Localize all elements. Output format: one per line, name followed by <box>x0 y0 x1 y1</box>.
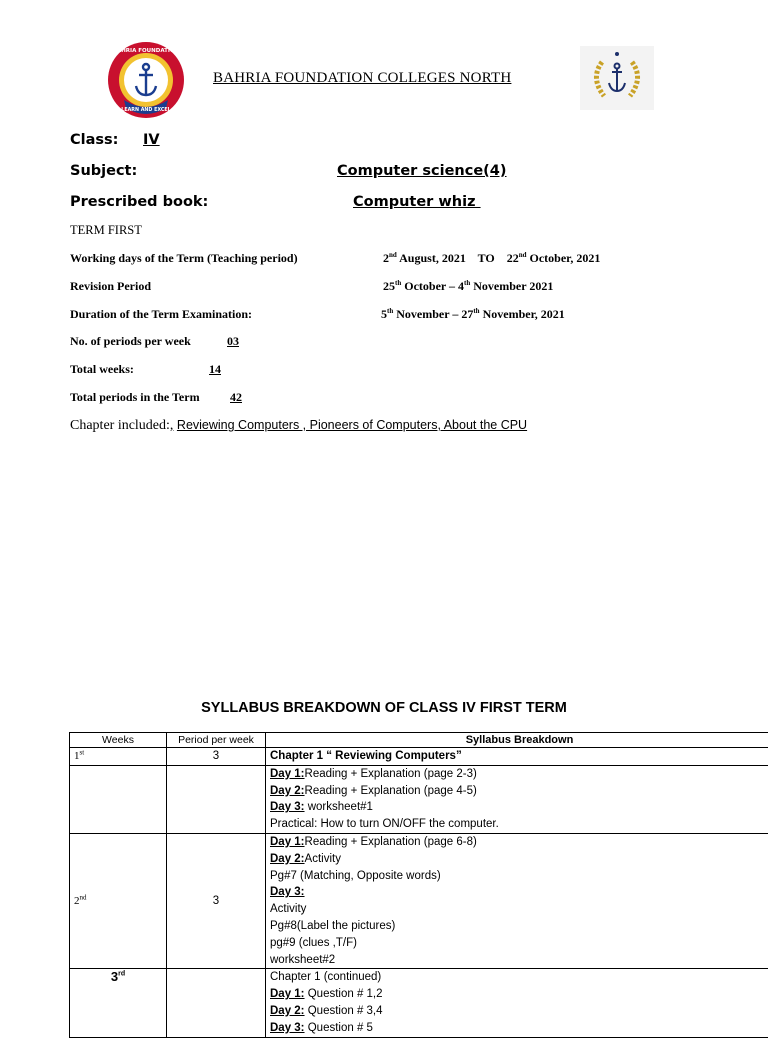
list-item: Day 2:Reading + Explanation (page 4-5) <box>270 783 768 800</box>
anchor-wreath-icon <box>580 46 654 110</box>
college-crest-icon <box>106 40 186 120</box>
list-item: Day 1:Reading + Explanation (page 6-8) <box>270 834 768 851</box>
breakdown-cell <box>266 969 768 1037</box>
list-item: Day 3: Question # 5 <box>270 1020 768 1037</box>
college-logo-right <box>580 46 654 110</box>
list-item: pg#9 (clues ,T/F) <box>270 935 768 952</box>
list-item: Activity <box>270 901 768 918</box>
total-periods-value: 42 <box>230 390 242 405</box>
exam-value: 5th November – 27th November, 2021 <box>381 307 565 322</box>
header-breakdown: Syllabus Breakdown <box>266 733 768 748</box>
chapter-cell: Chapter 1 “ Reviewing Computers” <box>266 748 768 766</box>
breakdown-cell <box>266 765 768 833</box>
list-item: Day 3: worksheet#1 <box>270 799 768 816</box>
exam-label: Duration of the Term Examination: <box>70 307 252 322</box>
revision-value: 25th October – 4th November 2021 <box>383 279 553 294</box>
period-cell: 3 <box>167 833 266 968</box>
list-item: Practical: How to turn ON/OFF the computer. <box>270 816 768 833</box>
periods-value: 03 <box>227 334 239 349</box>
period-cell <box>167 969 266 1037</box>
svg-text:LEARN AND EXCEL: LEARN AND EXCEL <box>121 107 170 113</box>
week-cell: 1st <box>70 748 167 766</box>
list-item: Day 2: Question # 3,4 <box>270 1003 768 1020</box>
weeks-label: Total weeks: <box>70 362 134 377</box>
week-cell <box>70 765 167 833</box>
chapters-line <box>70 418 527 434</box>
list-item: Pg#7 (Matching, Opposite words) <box>270 868 768 885</box>
list-item: Day 1: Question # 1,2 <box>270 986 768 1003</box>
class-label: Class: <box>70 132 118 148</box>
chapters-value: Reviewing Computers , Pioneers of Computers, About the CPU <box>177 418 527 432</box>
table-row <box>70 765 768 833</box>
table-row <box>70 748 768 766</box>
page-title: BAHRIA FOUNDATION COLLEGES NORTH <box>213 70 511 87</box>
period-cell: 3 <box>167 748 266 766</box>
class-value: IV <box>143 132 160 148</box>
syllabus-title: SYLLABUS BREAKDOWN OF CLASS IV FIRST TERM <box>0 700 768 716</box>
list-item: Day 1:Reading + Explanation (page 2-3) <box>270 766 768 783</box>
period-cell <box>167 765 266 833</box>
table-row <box>70 969 768 1037</box>
book-label: Prescribed book: <box>70 194 208 210</box>
chapters-lead: , <box>170 418 174 433</box>
week-cell: 2nd <box>70 833 167 968</box>
subject-label: Subject: <box>70 163 137 179</box>
list-item: Chapter 1 (continued) <box>270 969 768 986</box>
syllabus-table <box>69 732 768 1038</box>
book-value: Computer whiz <box>353 194 481 210</box>
header-weeks: Weeks <box>70 733 167 748</box>
svg-text:BAHRIA FOUNDATION: BAHRIA FOUNDATION <box>113 48 180 54</box>
header-period: Period per week <box>167 733 266 748</box>
table-row <box>70 833 768 968</box>
list-item: Pg#8(Label the pictures) <box>270 918 768 935</box>
week-cell: 3rd <box>70 969 167 1037</box>
revision-label: Revision Period <box>70 279 151 294</box>
term-heading: TERM FIRST <box>70 223 142 238</box>
periods-label: No. of periods per week <box>70 334 191 349</box>
table-header-row <box>70 733 768 748</box>
weeks-value: 14 <box>209 362 221 377</box>
list-item: Day 2:Activity <box>270 851 768 868</box>
working-label: Working days of the Term (Teaching period) <box>70 251 298 266</box>
chapters-label: Chapter included: <box>70 418 170 433</box>
working-value: 2nd August, 2021 TO 22nd October, 2021 <box>383 251 600 266</box>
college-logo-left <box>106 40 186 120</box>
total-periods-label: Total periods in the Term <box>70 390 200 405</box>
subject-value: Computer science(4) <box>337 163 507 179</box>
breakdown-cell <box>266 833 768 968</box>
list-item: worksheet#2 <box>270 952 768 969</box>
list-item: Day 3: <box>270 884 768 901</box>
